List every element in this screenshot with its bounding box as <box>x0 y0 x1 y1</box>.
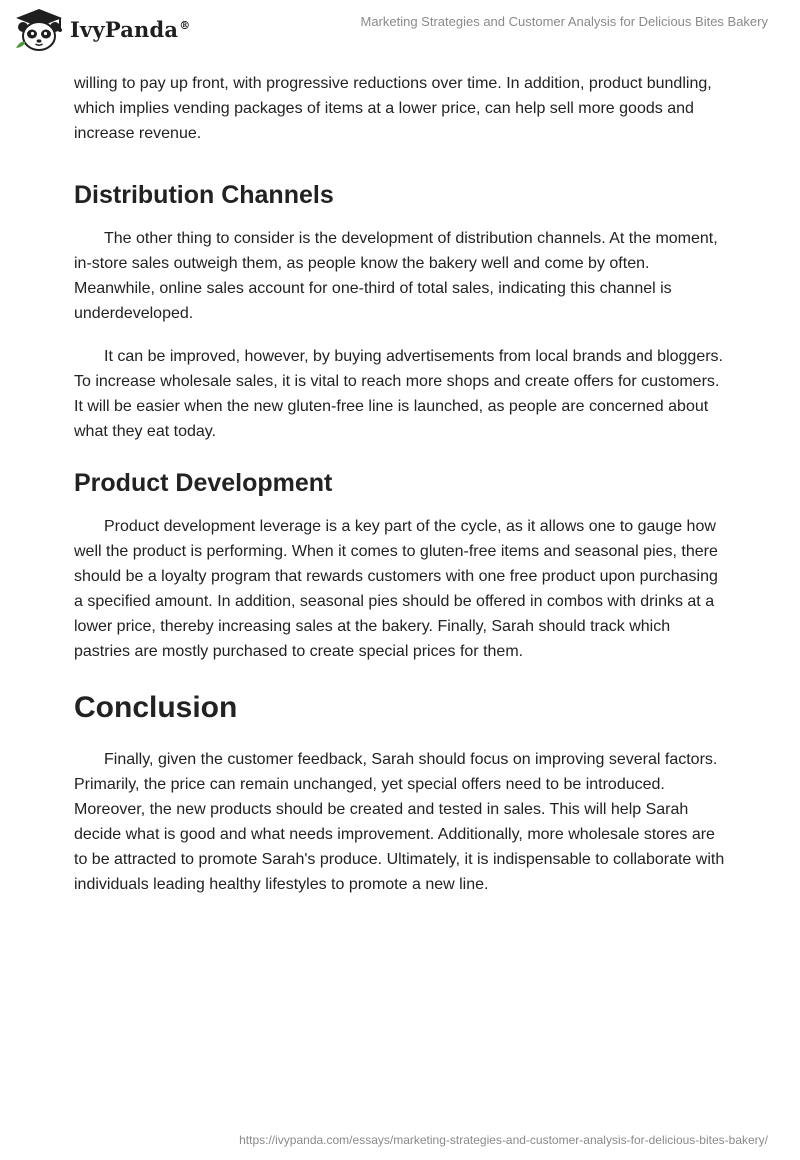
paragraph: Finally, given the customer feedback, Sarah should focus on improving several factors. Primarily, the price can remain unchanged, yet special offers need to be introduced. Moreover, the new products should be created and tested in sales. This will help Sarah decide what is good and what needs improvement. Additionally, more wholesale stores are to be attracted to promote Sarah's produce. Ultimately, it is indispensable to collaborate with individuals leading healthy lifestyles to promote a new line. <box>74 751 725 893</box>
intro-paragraph: willing to pay up front, with progressive reductions over time. In addition, product bundling, which implies vending packages of items at a lower price, can help sell more goods and increase revenue. <box>74 75 712 142</box>
logo-wordmark: IvyPanda® <box>70 16 191 42</box>
paragraph: Product development leverage is a key part of the cycle, as it allows one to gauge how well the product is performing. When it comes to gluten-free items and seasonal pies, there should be a loyalty program that rewards customers with one free product upon purchasing a specified amount. In addition, seasonal pies should be offered in combos with drinks at a lower price, thereby increasing sales at the bakery. Finally, Sarah should track which pastries are mostly purchased to create special prices for them. <box>74 518 718 660</box>
page-header <box>0 0 800 60</box>
section-heading-distribution-channels: Distribution Channels <box>74 181 334 209</box>
essay-content <box>74 71 726 897</box>
registered-mark: ® <box>179 18 191 32</box>
section-heading-product-development: Product Development <box>74 469 333 497</box>
paragraph: It can be improved, however, by buying advertisements from local brands and bloggers. To increase wholesale sales, it is vital to reach more shops and create offers for customers. It will be easier when the new gluten-free line is launched, as people are concerned about what they eat today. <box>74 348 723 440</box>
panda-graduation-cap-icon <box>14 8 64 52</box>
section-heading-conclusion: Conclusion <box>74 691 238 724</box>
source-url[interactable]: https://ivypanda.com/essays/marketing-strategies-and-customer-analysis-for-delicious-bites-bakery/ <box>239 1133 768 1147</box>
ivypanda-logo[interactable] <box>14 8 190 52</box>
paragraph: The other thing to consider is the development of distribution channels. At the moment, in-store sales outweigh them, as people know the bakery well and come by often. Meanwhile, online sales account for one-third of total sales, indicating this channel is underdeveloped. <box>74 230 718 322</box>
document-title: Marketing Strategies and Customer Analysis for Delicious Bites Bakery <box>360 14 768 29</box>
